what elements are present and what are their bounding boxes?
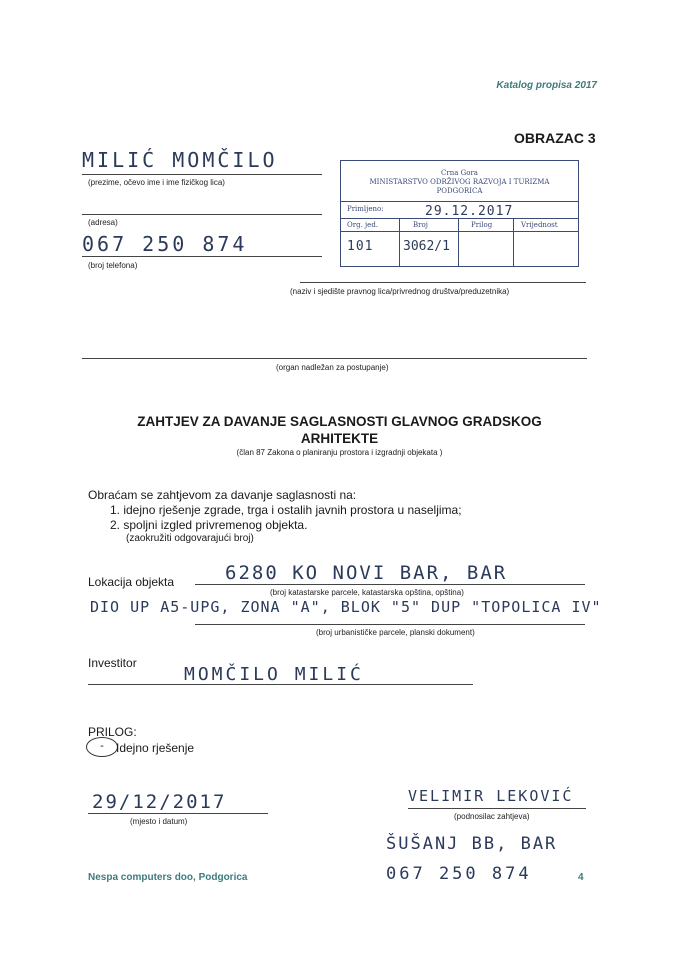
request-note: (zaokružiti odgovarajući broj) <box>126 533 254 544</box>
document-subtitle: (član 87 Zakona o planiranju prostora i izgradnji objekata ) <box>236 448 443 457</box>
address-caption: (adresa) <box>88 218 118 227</box>
applicant-signature-handwriting: VELIMIR LEKOVIĆ <box>408 787 574 805</box>
footer-company: Nespa computers doo, Podgorica <box>88 872 248 883</box>
stamp-col-number: Broj <box>413 221 428 229</box>
stamp-col-sep-2 <box>458 218 459 266</box>
authority-line <box>82 358 587 359</box>
location-line-2 <box>195 624 585 625</box>
stamp-divider-1 <box>341 201 578 202</box>
location-urban-handwriting: DIO UP A5-UPG, ZONA "A", BLOK "5" DUP "TOPOLICA IV" <box>90 598 602 616</box>
request-intro: Obraćam se zahtjevom za davanje saglasnosti na: <box>88 488 357 502</box>
location-label: Lokacija objekta <box>88 575 175 589</box>
stamp-org-value: 101 <box>347 239 374 254</box>
location-caption-2: (broj urbanističke parcele, planski dokument) <box>316 628 475 637</box>
stamp-received-date: 29.12.2017 <box>425 204 514 219</box>
stamp-received-label: Primljeno: <box>347 205 384 213</box>
name-line <box>82 174 322 175</box>
legal-entity-caption: (naziv i sjedište pravnog lica/privrednog društva/preduzetnika) <box>290 287 510 296</box>
applicant-address-handwriting: ŠUŠANJ BB, BAR <box>386 834 558 854</box>
stamp-line-2: MINISTARSTVO ODRŽIVOG RAZVOJA I TURIZMA <box>369 178 550 186</box>
stamp-number-value: 3062/1 <box>403 239 450 254</box>
stamp-col-value: Vrijednost <box>521 221 558 229</box>
request-option-2: 2. spoljni izgled privremenog objekta. <box>110 518 308 532</box>
attachment-circle-mark: - <box>86 737 118 757</box>
applicant-phone-handwriting: 067 250 874 <box>386 864 532 884</box>
stamp-col-sep-3 <box>513 218 514 266</box>
date-handwriting: 29/12/2017 <box>92 791 227 813</box>
location-line-1 <box>195 584 585 585</box>
stamp-line-3: PODGORICA <box>436 187 483 195</box>
investor-handwriting: MOMČILO MILIĆ <box>184 664 364 685</box>
legal-entity-line <box>300 282 586 283</box>
date-line <box>88 813 268 814</box>
catalog-label: Katalog propisa 2017 <box>496 80 597 91</box>
stamp-divider-3 <box>341 231 578 232</box>
phone-caption: (broj telefona) <box>88 261 138 270</box>
page-number: 4 <box>578 872 584 883</box>
form-number: OBRAZAC 3 <box>514 130 596 146</box>
phone-line <box>82 256 322 257</box>
document-title-line-2: ARHITEKTE <box>300 431 379 446</box>
document-title-line-1: ZAHTJEV ZA DAVANJE SAGLASNOSTI GLAVNOG GRADSKOG <box>137 414 542 429</box>
address-line <box>82 214 322 215</box>
phone-handwriting: 067 250 874 <box>82 232 248 256</box>
stamp-col-attachment: Prilog <box>471 221 493 229</box>
investor-label: Investitor <box>88 656 137 670</box>
signature-caption: (podnosilac zahtjeva) <box>454 812 530 821</box>
authority-caption: (organ nadležan za postupanje) <box>276 363 389 372</box>
request-option-1: 1. idejno rješenje zgrade, trga i ostalih javnih prostora u naseljima; <box>110 503 462 517</box>
reception-stamp <box>340 160 579 267</box>
location-cadastral-handwriting: 6280 KO NOVI BAR, BAR <box>225 562 508 584</box>
stamp-col-sep-1 <box>399 218 400 266</box>
attachment-label: PRILOG: <box>88 725 137 739</box>
date-caption: (mjesto i datum) <box>130 817 188 826</box>
stamp-line-1: Crna Gora <box>441 169 478 177</box>
applicant-name-handwriting: MILIĆ MOMČILO <box>82 148 278 172</box>
stamp-divider-2 <box>341 218 578 219</box>
name-caption: (prezime, očevo ime i ime fizičkog lica) <box>88 178 225 187</box>
attachment-item: Idejno rješenje <box>116 741 195 755</box>
signature-line <box>408 808 586 809</box>
investor-line <box>88 684 473 685</box>
stamp-col-org: Org. jed. <box>347 221 379 229</box>
location-caption-1: (broj katastarske parcele, katastarska opština, opština) <box>270 588 464 597</box>
